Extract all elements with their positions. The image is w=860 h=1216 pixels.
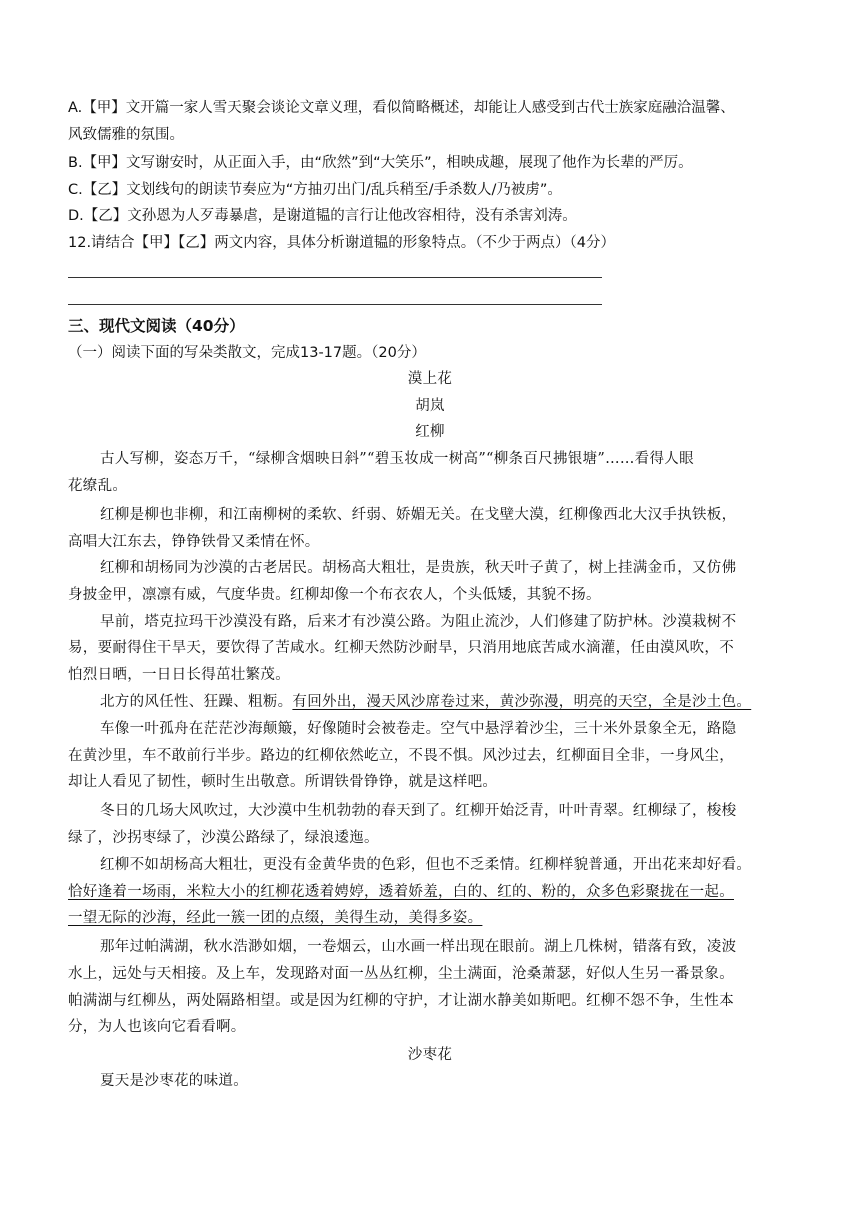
option-d: D.【乙】文孙恩为人歹毒暴虐，是谢道韫的言行让他改容相待，没有杀害刘涛。 bbox=[68, 208, 577, 224]
article-subtitle-hongliu: 红柳 bbox=[415, 424, 445, 440]
para8-underlined-line2: 恰好逢着一场雨，米粒大小的红柳花透着娉婷，透着娇羞，白的、红的、粉的，众多色彩聚拢在一起。 bbox=[68, 884, 734, 900]
para9-line3: 帕满湖与红柳丛，两处隔路相望。或是因为红柳的守护，才让湖水静美如斯吧。红柳不怨不争，生性本 bbox=[68, 993, 734, 1009]
section-heading: 三、现代文阅读（40分） bbox=[68, 317, 245, 335]
para6-line2: 在黄沙里，车不敢前行半步。路边的红柳依然屹立，不畏不惧。风沙过去，红柳面目全非，一身风尘， bbox=[68, 748, 734, 764]
option-b: B.【甲】文写谢安时，从正面入手，由“欣然”到“大笑乐”，相映成趣，展现了他作为长辈的严厉。 bbox=[68, 155, 693, 171]
section-intro: （一）阅读下面的写朵类散文，完成13-17题。（20分） bbox=[68, 345, 426, 361]
para3-line1: 红柳和胡杨同为沙漠的古老居民。胡杨高大粗壮，是贵族，秋天叶子黄了，树上挂满金币，又仿佛 bbox=[100, 560, 737, 576]
para6-line1: 车像一叶孤舟在茫茫沙海颠簸，好像随时会被卷走。空气中悬浮着沙尘，三十米外景象全无，路隐 bbox=[100, 721, 737, 737]
para1-line2: 花缭乱。 bbox=[68, 478, 128, 494]
para7-line1: 冬日的几场大风吹过，大沙漠中生机勃勃的春天到了。红柳开始泛青，叶叶青翠。红柳绿了，梭梭 bbox=[100, 803, 737, 819]
answer-line-1 bbox=[68, 277, 602, 278]
para5-plain-text: 北方的风任性、狂躁、粗粝。 bbox=[100, 694, 293, 710]
option-a-line1: A.【甲】文开篇一家人雪天聚会谈论文章义理，看似简略概述，却能让人感受到古代士族家庭融洽温馨、 bbox=[68, 100, 735, 116]
para10-line1: 夏天是沙枣花的味道。 bbox=[100, 1073, 248, 1089]
para9-line2: 水上，远处与天相接。及上车，发现路对面一丛丛红柳，尘土满面，沧桑萧瑟，好似人生另一番景象。 bbox=[68, 966, 734, 982]
para9-line4: 分，为人也该向它看看啊。 bbox=[68, 1019, 246, 1035]
option-a-line2: 风致儒雅的氛围。 bbox=[68, 127, 184, 143]
para3-line2: 身披金甲，凛凛有威，气度华贵。红柳却像一个布衣农人，个头低矮，其貌不扬。 bbox=[68, 587, 601, 603]
article-subtitle-shazaohua: 沙枣花 bbox=[407, 1047, 453, 1063]
question-12: 12.请结合【甲】【乙】两文内容，具体分析谢道韫的形象特点。（不少于两点）（4分） bbox=[68, 235, 616, 251]
para5-line1 bbox=[100, 692, 751, 712]
para8-underlined-line3: 一望无际的沙海，经此一簇一团的点缀，美得生动，美得多姿。 bbox=[68, 910, 483, 926]
answer-line-2 bbox=[68, 304, 602, 305]
option-c: C.【乙】文划线句的朗读节奏应为“方抽刃出门/乱兵稍至/手杀数人/乃被虏”。 bbox=[68, 182, 562, 198]
article-author: 胡岚 bbox=[415, 398, 445, 414]
para7-line2: 绿了，沙拐枣绿了，沙漠公路绿了，绿浪逶迤。 bbox=[68, 830, 379, 846]
para5-underlined-sentence: 有回外出，漫天风沙席卷过来，黄沙弥漫，明亮的天空，全是沙土色。 bbox=[292, 694, 752, 710]
para6-line3: 却让人看见了韧性，顿时生出敬意。所谓铁骨铮铮，就是这样吧。 bbox=[68, 774, 498, 790]
para4-line2: 易，要耐得住干旱天，要饮得了苦咸水。红柳天然防沙耐旱，只消用地底苦咸水滴灌，任由漠风吹，不 bbox=[68, 640, 734, 656]
para2-line2: 高唱大江东去，铮铮铁骨又柔情在怀。 bbox=[68, 534, 320, 550]
para9-line1: 那年过帕满湖，秋水浩渺如烟，一卷烟云，山水画一样出现在眼前。湖上几株树，错落有致，凌波 bbox=[100, 939, 737, 955]
para4-line1: 早前，塔克拉玛干沙漠没有路，后来才有沙漠公路。为阻止流沙，人们修建了防护林。沙漠栽树不 bbox=[100, 614, 737, 630]
article-title: 漠上花 bbox=[407, 371, 453, 387]
para8-line1: 红柳不如胡杨高大粗壮，更没有金黄华贵的色彩，但也不乏柔情。红柳样貌普通，开出花来却好看。 bbox=[100, 857, 752, 873]
para1-line1: 古人写柳，姿态万千，“绿柳含烟映日斜”“碧玉妆成一树高”“柳条百尺拂银塘”……看得人眼 bbox=[100, 451, 694, 467]
para4-line3: 怕烈日晒，一日日长得茁壮繁茂。 bbox=[68, 667, 290, 683]
para2-line1: 红柳是柳也非柳，和江南柳树的柔软、纤弱、娇媚无关。在戈壁大漠，红柳像西北大汉手执铁板， bbox=[100, 507, 737, 523]
